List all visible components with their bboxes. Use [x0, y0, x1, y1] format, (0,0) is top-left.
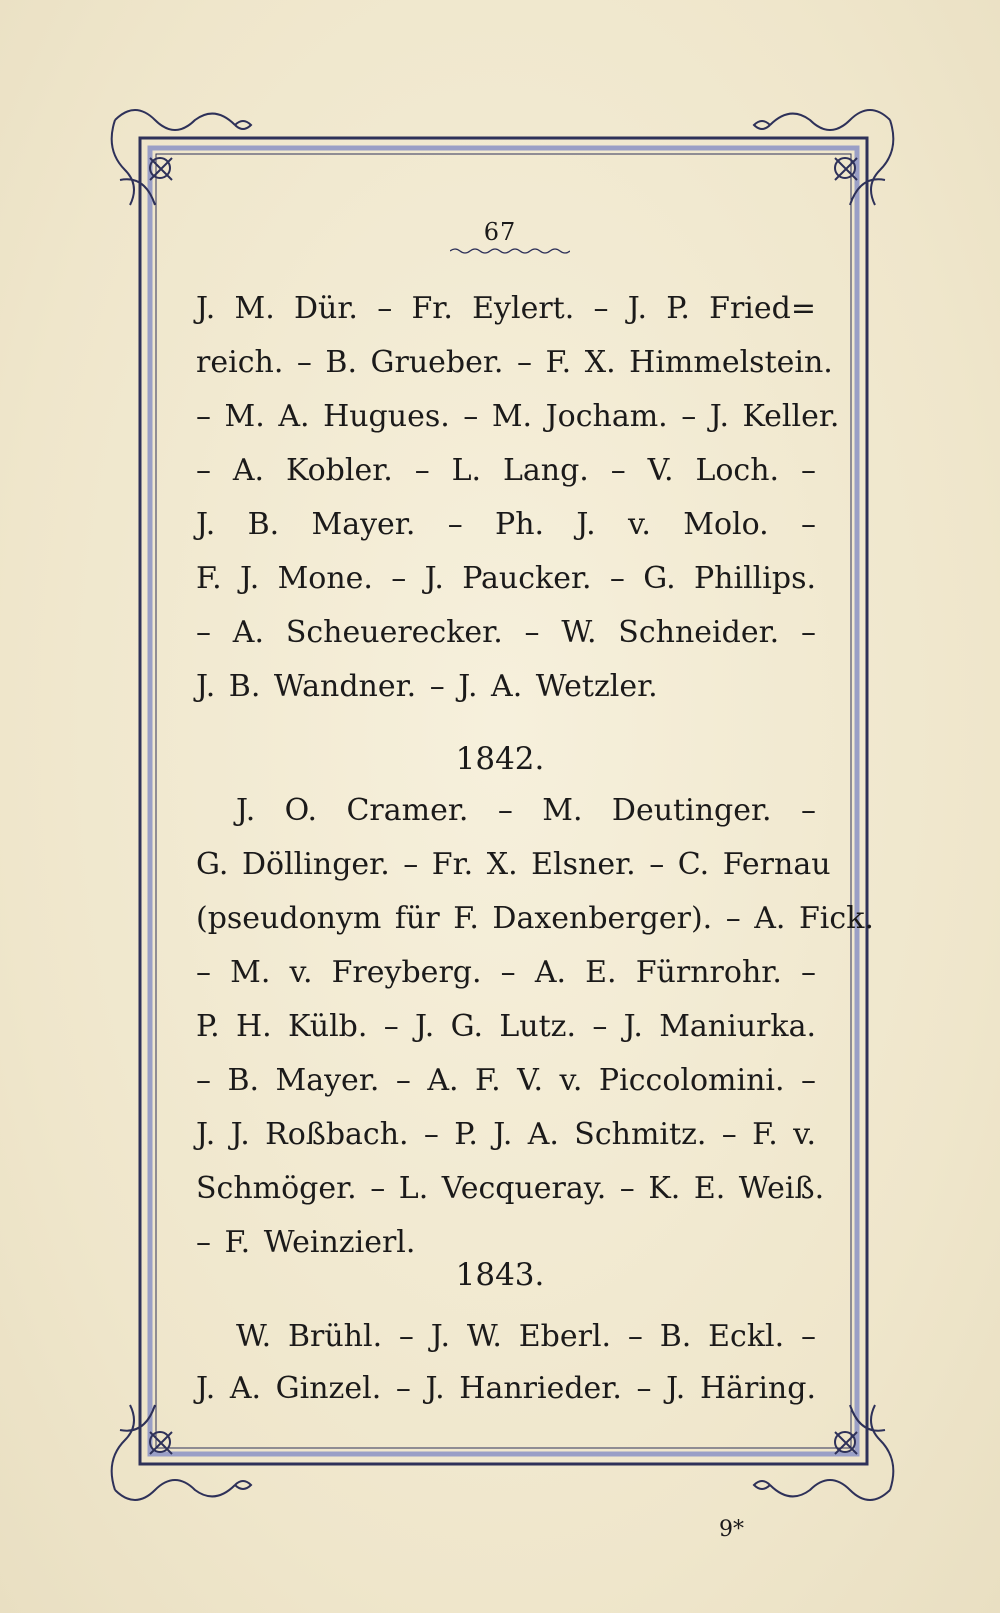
year-heading: 1842. [455, 741, 545, 777]
wavy-rule-icon [450, 246, 570, 256]
text-line: – A. Scheuerecker. – W. Schneider. – [196, 615, 816, 650]
text-line: G. Döllinger. – Fr. X. Elsner. – C. Fernau [196, 847, 831, 882]
text-line: Schmöger. – L. Vecqueray. – K. E. Weiß. [196, 1171, 825, 1206]
text-line: (pseudonym für F. Daxenberger). – A. Fick. [196, 901, 874, 936]
text-line: J. A. Ginzel. – J. Hanrieder. – J. Häring. [196, 1371, 816, 1406]
corner-ornament-icon [112, 110, 251, 205]
page-number: 67 [483, 218, 517, 246]
text-line: F. J. Mone. – J. Paucker. – G. Phillips. [196, 561, 816, 596]
text-line: – B. Mayer. – A. F. V. v. Piccolomini. – [196, 1063, 816, 1098]
text-line: J. B. Mayer. – Ph. J. v. Molo. – [196, 507, 816, 542]
text-line: J. B. Wandner. – J. A. Wetzler. [196, 669, 658, 704]
text-line: W. Brühl. – J. W. Eberl. – B. Eckl. – [236, 1319, 816, 1354]
text-line: – M. v. Freyberg. – A. E. Fürnrohr. – [196, 955, 816, 990]
text-line: P. H. Külb. – J. G. Lutz. – J. Maniurka. [196, 1009, 816, 1044]
year-heading: 1843. [455, 1257, 545, 1293]
printer-signature: 9* [719, 1517, 744, 1542]
text-line: – A. Kobler. – L. Lang. – V. Loch. – [196, 453, 816, 488]
text-line: reich. – B. Grueber. – F. X. Himmelstein. [196, 345, 833, 380]
text-line: – M. A. Hugues. – M. Jocham. – J. Keller. [196, 399, 840, 434]
text-line: J. J. Roßbach. – P. J. A. Schmitz. – F. v. [196, 1117, 816, 1152]
text-line: – F. Weinzierl. [196, 1225, 416, 1260]
corner-ornament-icon [754, 110, 893, 205]
text-line: J. M. Dür. – Fr. Eylert. – J. P. Fried= [196, 291, 816, 326]
text-line: J. O. Cramer. – M. Deutinger. – [236, 793, 816, 828]
